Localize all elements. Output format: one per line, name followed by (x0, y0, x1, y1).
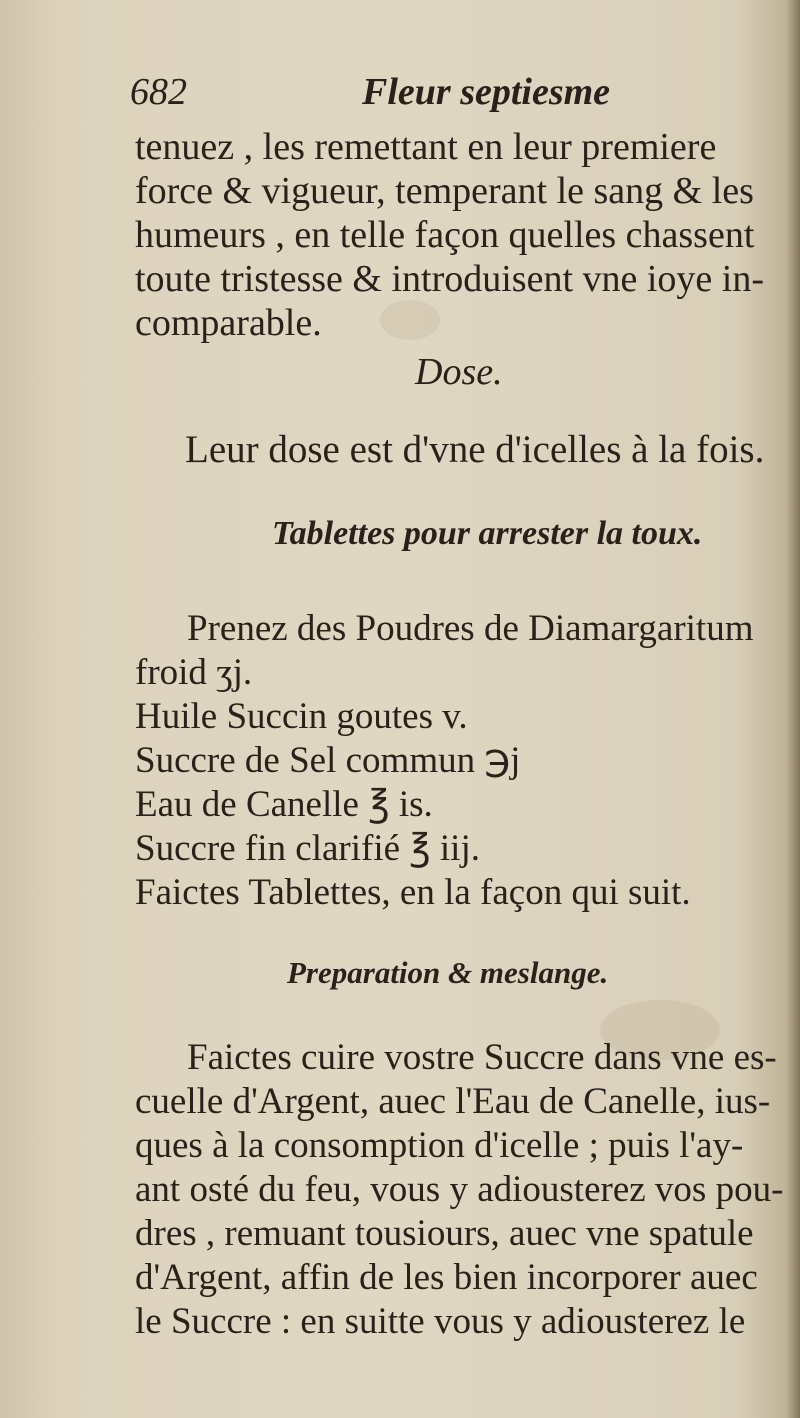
text-line: toute tristesse & introduisent vne ioye in- (135, 258, 765, 300)
text-line: d'Argent, affin de les bien incorporer auec (135, 1257, 758, 1298)
page-number: 682 (130, 71, 187, 113)
preparation-paragraph (135, 1035, 784, 1343)
preparation-heading: Preparation & meslange. (287, 955, 609, 990)
recipe-line: Succre de Sel commun ℈j (135, 740, 521, 781)
text-line: force & vigueur, temperant le sang & les (135, 170, 754, 212)
text-line: tenuez , les remettant en leur premiere (135, 126, 717, 168)
recipe-list (135, 606, 775, 914)
recipe-line: Huile Succin goutes v. (135, 696, 468, 737)
running-head: Fleur septiesme (362, 71, 611, 113)
dose-heading: Dose. (415, 351, 503, 393)
text-line: le Succre : en suitte vous y adiousterez le (135, 1301, 746, 1342)
text-line: ques à la consomption d'icelle ; puis l'ay- (135, 1125, 744, 1166)
recipe-line: Prenez des Poudres de Diamargaritum (187, 608, 754, 649)
recipe-line: Eau de Canelle ℥ is. (135, 784, 433, 825)
recipe-title: Tablettes pour arrester la toux. (272, 515, 703, 552)
recipe-line: froid ʒj. (135, 652, 253, 693)
text-line: cuelle d'Argent, auec l'Eau de Canelle, ius- (135, 1081, 771, 1122)
text-line: dres , remuant tousiours, auec vne spatule (135, 1213, 754, 1254)
dose-text: Leur dose est d'vne d'icelles à la fois. (185, 428, 765, 471)
paragraph-continuation (135, 125, 775, 345)
text-line: Faictes cuire vostre Succre dans vne es- (187, 1037, 777, 1078)
page-header (130, 70, 770, 120)
text-line: comparable. (135, 302, 322, 344)
text-line: ant osté du feu, vous y adiousterez vos pou- (135, 1169, 784, 1210)
recipe-line: Succre fin clarifié ℥ iij. (135, 828, 480, 869)
page-edge-shadow (786, 0, 800, 1418)
recipe-line: Faictes Tablettes, en la façon qui suit. (135, 872, 691, 913)
text-line: humeurs , en telle façon quelles chassent (135, 214, 755, 256)
